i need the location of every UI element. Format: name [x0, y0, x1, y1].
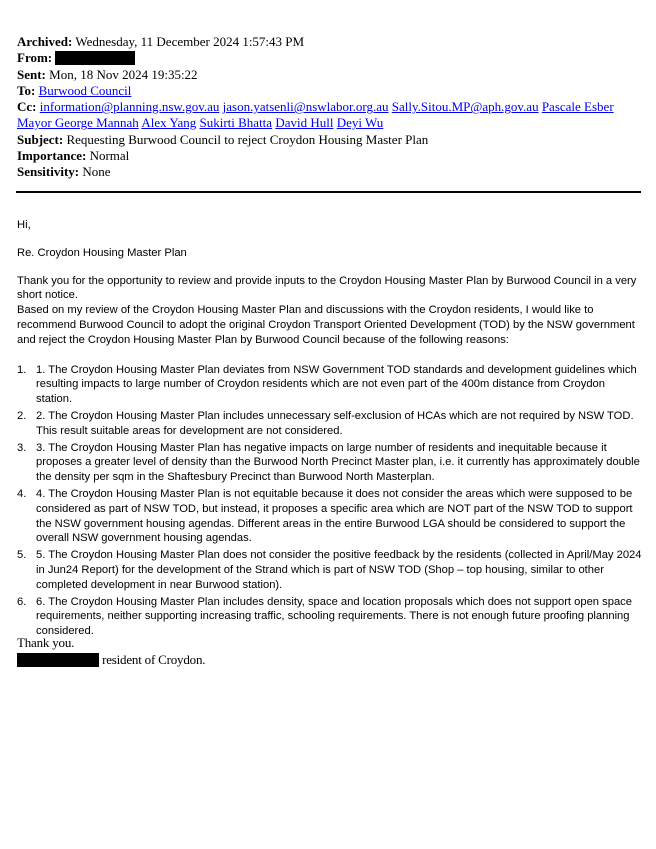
importance-row — [17, 148, 642, 164]
list-item-number: 6. — [17, 595, 27, 608]
list-item-text: 6. The Croydon Housing Master Plan includes density, space and location proposals which does not support open space requirements, neither supporting increasing traffic, schooling requirements. There is not enough future proofing planning considered. — [36, 595, 632, 638]
list-item-number: 2. — [17, 409, 27, 422]
signature-redaction-block — [17, 653, 99, 667]
list-item — [17, 548, 642, 592]
sent-label: Sent: — [17, 66, 46, 82]
archived-row — [17, 34, 642, 50]
to-row — [17, 83, 642, 99]
cc-recipient-link[interactable]: David Hull — [275, 115, 334, 131]
list-item-number: 5. — [17, 549, 27, 562]
list-item-number: 1. — [17, 363, 27, 376]
sensitivity-label: Sensitivity: — [17, 164, 80, 180]
list-item-text: 3. The Croydon Housing Master Plan has negative impacts on large number of residents and inequitable because it proposes a greater level of density than the Burwood North Precinct Master plan, i.e. it currently has approximately double the density per sqm in the Shaftesbury Precinct than Burwood North Masterplan. — [36, 441, 640, 484]
to-label: To: — [17, 82, 36, 98]
cc-recipient-link[interactable]: Deyi Wu — [336, 115, 384, 131]
list-item — [17, 363, 642, 407]
greeting: Hi, — [17, 219, 31, 231]
list-item-text: 4. The Croydon Housing Master Plan is not equitable because it does not consider the areas which were supposed to be considered as part of NSW TOD, but instead, it proposes a specific area which are NOT part of the NSW TOD to support the NSW government housing agendas. Different areas in the entire Burwood LGA should be considered to support the overall NSW government housing agendas. — [36, 487, 633, 545]
subject-row — [17, 132, 642, 148]
signature-line — [17, 652, 642, 669]
list-item-text: 1. The Croydon Housing Master Plan deviates from NSW Government TOD standards and development guidelines which resulting impacts to large number of Croydon residents which are not even part of the 400m distance from Croydon station. — [36, 363, 637, 406]
reasons-list — [17, 363, 642, 639]
signature-suffix: resident of Croydon. — [102, 651, 206, 667]
cc-recipient-link[interactable]: jason.yatsenli@nswlabor.org.au — [222, 99, 389, 115]
subject-value: Requesting Burwood Council to reject Croydon Housing Master Plan — [66, 131, 429, 147]
cc-recipient-link[interactable]: Mayor George Mannah — [17, 115, 139, 131]
to-recipient-link[interactable]: Burwood Council — [38, 82, 132, 98]
sent-value: Mon, 18 Nov 2024 19:35:22 — [49, 66, 198, 82]
list-item — [17, 487, 642, 546]
list-item — [17, 595, 642, 639]
cc-label: Cc: — [17, 99, 37, 115]
archived-value: Wednesday, 11 December 2024 1:57:43 PM — [75, 34, 305, 49]
from-redaction-block — [55, 51, 135, 65]
cc-recipient-link[interactable]: Alex Yang — [141, 115, 197, 131]
sensitivity-row — [17, 164, 642, 180]
list-item — [17, 441, 642, 485]
cc-recipient-link[interactable]: Sukirti Bhatta — [199, 115, 273, 131]
from-row — [17, 50, 642, 66]
importance-label: Importance: — [17, 148, 87, 164]
thanks-line: Thank you. — [17, 635, 75, 650]
list-item-text: 5. The Croydon Housing Master Plan does not consider the positive feedback by the residents (collected in April/May 2024 in Jun24 Report) for the development of the Strand which is part of NSW TOD (Shop – top housing, similar to other completed development in near Burwood station). — [36, 549, 642, 591]
archived-label: Archived: — [17, 34, 73, 49]
email-body — [17, 218, 642, 639]
from-label: From: — [17, 50, 53, 66]
importance-value: Normal — [89, 148, 130, 164]
email-header — [17, 34, 642, 181]
cc-recipient-link[interactable]: Pascale Esber — [541, 99, 614, 115]
cc-recipient-link[interactable]: Sally.Sitou.MP@aph.gov.au — [391, 99, 539, 115]
list-item-text: 2. The Croydon Housing Master Plan includes unnecessary self-exclusion of HCAs which are not required by NSW TOD. This result suitable areas for development are not considered. — [36, 409, 634, 437]
email-closing — [17, 635, 642, 668]
re-line: Re. Croydon Housing Master Plan — [17, 246, 187, 259]
request-paragraph: Based on my review of the Croydon Housing Master Plan and discussions with the Croydon residents, I would like to recommend Burwood Council to adopt the original Croydon Transport Oriented Development (TOD) by the NSW government and reject the Croydon Housing Master Plan by Burwood Council because of the following reasons: — [17, 304, 635, 346]
sensitivity-value: None — [82, 164, 111, 180]
header-divider — [16, 191, 641, 193]
cc-row — [17, 99, 642, 132]
sent-row — [17, 67, 642, 83]
intro-paragraph: Thank you for the opportunity to review and provide inputs to the Croydon Housing Master Plan by Burwood Council in a very short notice. — [17, 274, 637, 302]
cc-recipient-link[interactable]: information@planning.nsw.gov.au — [39, 99, 220, 115]
subject-label: Subject: — [17, 131, 64, 147]
list-item-number: 3. — [17, 441, 27, 454]
list-item-number: 4. — [17, 487, 27, 500]
list-item — [17, 409, 642, 439]
